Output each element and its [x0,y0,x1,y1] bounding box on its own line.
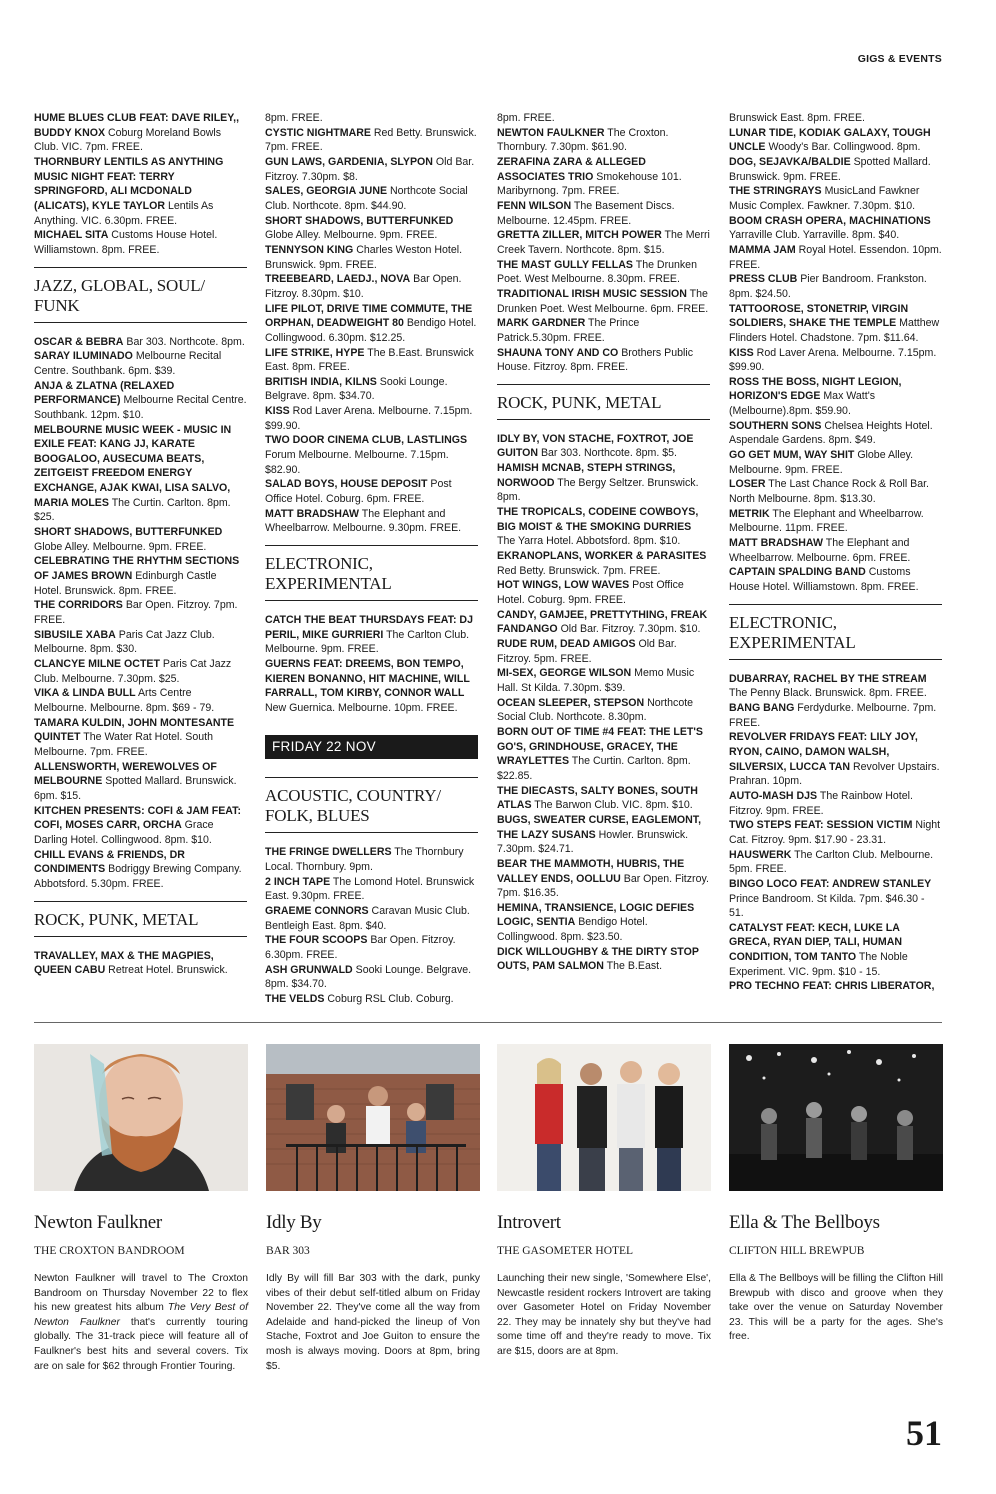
gig-details: The Last Chance Rock & Roll Bar. North Melbourne. 8pm. $13.30. [729,478,929,506]
gig-listing [729,448,942,477]
gig-listing [497,666,710,695]
act-names: THE FRINGE DWELLERS [265,846,392,859]
act-names: PRO TECHNO FEAT: CHRIS LIBERATOR, [729,980,935,993]
act-names: IDLY BY, VON STACHE, FOXTROT, JOE GUITON [497,432,694,460]
gig-listing [265,111,478,126]
act-names: CATCH THE BEAT THURSDAYS FEAT: DJ PERIL, MIKE GURRIERI [265,614,473,641]
gig-details: Pier Bandroom. Frankston. 8pm. $24.50. [729,273,927,300]
gig-listing [497,901,710,945]
act-names: CHILL EVANS & FRIENDS, DR CONDIMENTS [34,848,185,876]
gig-details: The Penny Black. Brunswick. 8pm. FREE. [729,687,927,700]
gig-details: Globe Alley. Melbourne. 9pm. FREE. [34,540,207,553]
act-names: THE TROPICALS, CODEINE COWBOYS, BIG MOIST & THE SMOKING DURRIES [497,506,699,533]
gig-listing [729,536,942,565]
act-names: LUNAR TIDE, KODIAK GALAXY, TOUGH UNCLE [729,126,931,154]
act-names: LOSER [729,478,766,491]
gig-details: Lentils As Anything. VIC. 6.30pm. FREE. [34,199,214,227]
act-names: KISS [729,346,754,359]
act-names: THE MAST GULLY FELLAS [497,258,633,271]
gig-listing [265,904,478,933]
gig-listing [497,346,710,375]
gig-listing [265,875,478,904]
gig-details: Coburg Moreland Bowls Club. VIC. 7pm. FREE. [34,126,222,154]
gig-details: Royal Hotel. Essendon. 10pm. FREE. [729,243,942,271]
act-names: METRIK [729,507,770,520]
act-names: GRETTA ZILLER, MITCH POWER [497,229,662,242]
act-names: SIBUSILE XABA [34,628,116,641]
act-names: SHORT SHADOWS, BUTTERFUNKED [34,526,223,539]
gig-listing [497,228,710,257]
act-names: MATT BRADSHAW [265,507,359,520]
gig-listing [729,848,942,877]
act-names: OSCAR & BEBRA [34,335,124,348]
act-names: THE STRINGRAYS [729,185,822,198]
gig-details: Old Bar. Fitzroy. 7.30pm. $8. [265,155,475,183]
gig-listing [497,258,710,287]
feature-venue: BAR 303 [266,1245,310,1257]
act-names: MICHAEL SITA [34,229,109,242]
act-names: MATT BRADSHAW [729,537,823,550]
gig-listing [729,701,942,730]
gig-listing [34,716,247,760]
gig-listing [265,477,478,506]
act-names: KISS [265,405,290,418]
gig-details: The Yarra Hotel. Abbotsford. 8pm. $10. [497,535,681,548]
act-names: ASH GRUNWALD [265,963,353,976]
gig-listing [497,549,710,578]
gig-listing [497,126,710,155]
feature-title: Introvert [497,1212,561,1233]
gig-listing [729,921,942,980]
act-names: BEAR THE MAMMOTH, HUBRIS, THE VALLEY ENDS, OOLLUU [497,857,685,885]
feature-blurb: Idly By will fill Bar 303 with the dark, punky vibes of their debut self-titled album on Friday November 22. They've come all the way from Adelaide and hand-picked the lineup of Von Stache, Foxtrot and Joe Guiton to ensure the mosh is always moving. Doors at 8pm, bring $5. [266,1273,480,1372]
act-names: CATALYST FEAT: KECH, LUKE LA GRECA, RYAN DIEP, TALI, HUMAN CONDITION, TOM TANTO [729,921,903,964]
act-names: ROSS THE BOSS, NIGHT LEGION, HORIZON'S EDGE [729,375,902,403]
gig-listing [729,565,942,594]
act-names: TREEBEARD, LAEDJ., NOVA [265,273,411,286]
gig-listing [497,111,710,126]
feature-blurb: Newton Faulkner will travel to The Croxton Bandroom on Thursday November 22 to flex his new greatest hits album The Very Best of Newton Faulkner that's currently touring globally. The 31-track piece will feature all of Faulkner's best hits and several covers. Tix are on sale for $62 through Frontier Touring. [34,1273,248,1372]
act-names: HUME BLUES CLUB FEAT: DAVE RILEY,, BUDDY KNOX [34,112,240,139]
listing-column-4 [729,111,942,994]
act-names: ZERAFINA ZARA & ALLEGED ASSOCIATES TRIO [497,155,646,183]
act-names: FENN WILSON [497,199,572,212]
gig-details: The Drunken Poet. West Melbourne. 8.30pm. FREE. [497,258,697,286]
gig-details: Chelsea Heights Hotel. Aspendale Gardens. 8pm. $49. [729,419,933,447]
gig-listing [729,272,942,301]
gig-listing [34,228,247,257]
gig-listing [729,126,942,155]
gig-listing [265,433,478,477]
gig-listing [265,302,478,346]
gig-listing [729,346,942,375]
act-names: HAUSWERK [729,848,792,861]
gig-details: Prince Bandroom. St Kilda. 7pm. $46.30 - 51. [729,892,925,920]
page-number: 51 [906,1413,942,1453]
act-names: GRAEME CONNORS [265,904,369,917]
gig-details: The Merri Creek Tavern. Northcote. 8pm. $15. [497,229,710,256]
gig-details: The Barwon Club. VIC. 8pm. $10. [531,799,693,812]
gig-details: Globe Alley. Melbourne. 9pm. FREE. [729,449,914,476]
act-names: BORN OUT OF TIME #4 FEAT: THE LET'S GO'S, GRINDHOUSE, GRACEY, THE WRAYLETTES [497,725,703,768]
act-names: THE DIECASTS, SALTY BONES, SOUTH ATLAS [497,784,698,812]
category-heading: ACOUSTIC, COUNTRY/ FOLK, BLUES [265,777,478,833]
act-names: DUBARRAY, RACHEL BY THE STREAM [729,672,927,685]
gig-listing [729,730,942,789]
category-heading: ROCK, PUNK, METAL [34,901,247,937]
feature-newton-faulkner [34,1044,248,1374]
gig-listing [497,857,710,901]
gig-listing [265,214,478,243]
act-names: MARK GARDNER [497,317,586,330]
category-heading: JAZZ, GLOBAL, SOUL/ FUNK [34,267,247,323]
act-names: HEMINA, TRANSIENCE, LOGIC DEFIES LOGIC, SENTIA [497,901,695,929]
act-names: CLANCYE MILNE OCTET [34,658,160,670]
act-names: GO GET MUM, WAY SHIT [729,449,855,462]
gig-details: The Carlton Club. Melbourne. 9pm. FREE. [265,628,470,656]
gig-listing [265,933,478,962]
gig-listing [497,637,710,666]
gig-details: Northcote Social Club. Northcote. 8.30pm. [497,696,694,724]
gig-details: Sooki Lounge. Belgrave. 8pm. $34.70. [265,963,472,991]
gig-listing [265,346,478,375]
gig-details: Bodriggy Brewing Company. Abbotsford. 5.30pm. FREE. [34,863,242,890]
gig-details: The B.East. Brunswick East. 8pm. FREE. [265,346,474,374]
act-names: CYSTIC NIGHTMARE [265,126,371,139]
gig-details: Edinburgh Castle Hotel. Brunswick. 8pm. FREE. [34,570,217,597]
gig-listing [34,628,247,657]
gig-details: The B.East. [603,960,663,973]
feature-venue: CLIFTON HILL BREWPUB [729,1245,865,1257]
introvert-photo [497,1044,711,1191]
gig-details: Bar Open. Fitzroy. 7pm. FREE. [34,599,238,627]
gig-listing [497,608,710,637]
act-names: VIKA & LINDA BULL [34,687,136,700]
act-names: MI-SEX, GEORGE WILSON [497,667,632,680]
feature-idly-by [266,1044,480,1374]
gig-details: Woody's Bar. Collingwood. 8pm. [765,141,921,154]
gig-listing [34,949,247,978]
gig-listing [34,804,247,848]
gig-listing [497,578,710,607]
act-names: TAMARA KULDIN, JOHN MONTESANTE QUINTET [34,716,235,744]
gig-details: Red Betty. Brunswick. 7pm. FREE. [265,126,477,154]
gig-details: New Guernica. Melbourne. 10pm. FREE. [265,701,458,714]
act-names: DICK WILLOUGHBY & THE DIRTY STOP OUTS, PAM SALMON [497,945,699,973]
act-names: GUN LAWS, GARDENIA, SLYPON [265,155,433,168]
feature-ella-bellboys [729,1044,943,1345]
feature-title: Newton Faulkner [34,1212,162,1233]
gig-details: Old Bar. Fitzroy. 7.30pm. $10. [557,623,701,636]
act-names: KITCHEN PRESENTS: COFI & JAM FEAT: COFI, MOSES CARR, ORCHA [34,804,241,832]
gig-listing [729,979,942,994]
gig-details: The Carlton Club. Melbourne. 5pm. FREE. [729,848,934,876]
gig-details: Rod Laver Arena. Melbourne. 7.15pm. $99.90. [729,346,937,374]
gig-details: Arts Centre Melbourne. Melbourne. 8pm. $69 - 79. [34,687,215,714]
divider [34,1022,942,1023]
gig-listing [497,813,710,857]
act-names: TWO STEPS FEAT: SESSION VICTIM [729,819,913,832]
act-names: TENNYSON KING [265,243,354,256]
gig-listing [729,818,942,847]
gig-listing [34,335,247,350]
ella-bellboys-photo [729,1044,943,1191]
gig-listing [729,789,942,818]
act-names: EKRANOPLANS, WORKER & PARASITES [497,550,707,563]
gig-details: Old Bar. Fitzroy. 5pm. FREE. [497,638,677,665]
gig-listing [265,992,478,1007]
feature-title: Ella & The Bellboys [729,1212,880,1233]
act-names: AUTO-MASH DJS [729,789,818,802]
act-names: BUGS, SWEATER CURSE, EAGLEMONT, THE LAZY SUSANS [497,813,702,841]
gig-details: Retreat Hotel. Brunswick. [105,964,228,977]
gig-details: The Rainbow Hotel. Fitzroy. 9pm. FREE. [729,789,913,817]
act-names: HOT WINGS, LOW WAVES [497,579,630,592]
gig-listing [729,507,942,536]
gig-listing [34,525,247,554]
act-names: THE CORRIDORS [34,599,123,612]
section-label: GIGS & EVENTS [857,53,942,65]
gig-details: Red Betty. Brunswick. 7pm. FREE. [497,564,661,577]
gig-details: Matthew Flinders Hotel. Chadstone. 7pm. $11.64. [729,317,940,344]
gig-listing [265,845,478,874]
gig-details: Globe Alley. Melbourne. 9pm. FREE. [265,229,438,242]
gig-details: Spotted Mallard. Brunswick. 9pm. FREE. [729,155,931,183]
gig-details: Bar Open. Fitzroy. 7pm. $16.35. [497,872,709,900]
gig-listing [265,613,478,657]
act-names: MAMMA JAM [729,243,796,256]
gig-listing [265,657,478,716]
gig-details: Max Watt's (Melbourne).8pm. $59.90. [729,390,876,418]
gig-details: Brothers Public House. Fitzroy. 8pm. FREE. [497,346,694,374]
gig-listing [265,404,478,433]
gig-details: Rod Laver Arena. Melbourne. 7.15pm. $99.90. [265,405,473,432]
gig-details: 8pm. FREE. [497,112,555,124]
gig-listing [729,302,942,346]
act-names: SALES, GEORGIA JUNE [265,185,388,198]
act-names: CANDY, GAMJEE, PRETTYTHING, FREAK FANDANGO [497,608,708,636]
gig-details: The Curtin. Carlton. 8pm. $22.85. [497,755,691,782]
gig-details: Customs House Hotel. Williamstown. 8pm. FREE. [34,229,218,256]
gig-listing [265,272,478,301]
gig-details: Paris Cat Jazz Club. Melbourne. 7.30pm. $25. [34,658,232,685]
gig-listing [729,243,942,272]
feature-introvert [497,1044,711,1360]
gig-listing [729,111,942,126]
act-names: TATTOOROSE, STONETRIP, VIRGIN SOLDIERS, SHAKE THE TEMPLE [729,302,909,330]
gig-details: Yarraville Club. Yarraville. 8pm. $40. [729,229,900,242]
act-names: CELEBRATING THE RHYTHM SECTIONS OF JAMES BROWN [34,555,240,583]
feature-venue: THE GASOMETER HOTEL [497,1245,634,1257]
gig-details: MusicLand Fawkner Music Complex. Fawkner. 7.30pm. $10. [729,185,920,212]
gig-details: Customs House Hotel. Williamstown. 8pm. FREE. [729,566,919,593]
gig-details: Memo Music Hall. St Kilda. 7.30pm. $39. [497,667,695,694]
gig-listing [497,945,710,974]
gig-details: Revolver Upstairs. Prahran. 10pm. [729,760,940,788]
gig-details: Grace Darling Hotel. Collingwood. 8pm. $10. [34,819,214,846]
gig-listing [265,243,478,272]
act-names: HAMISH MCNAB, STEPH STRINGS, NORWOOD [497,462,676,489]
act-names: TRAVALLEY, MAX & THE MAGPIES, QUEEN CABU [34,949,214,977]
gig-details: The Elephant and Wheelbarrow. Melbourne. 11pm. FREE. [729,507,924,535]
gig-details: Melbourne Recital Centre. Southbank. 12pm. $10. [34,394,247,421]
feature-venue: THE CROXTON BANDROOM [34,1245,185,1257]
gig-listing [265,155,478,184]
newton-faulkner-photo [34,1044,248,1191]
gig-listing [34,155,247,228]
feature-blurb: Launching their new single, 'Somewhere Else', Newcastle resident rockers Introvert are taking over Gasometer Hotel on Friday November 22. They may be innately shy but they've had some time off and they're ready to move. Tix are $15, doors are at 8pm. [497,1273,711,1357]
act-names: REVOLVER FRIDAYS FEAT: LILY JOY, RYON, CAINO, DAMON WALSH, SILVERSIX, LUCCA TAN [729,731,918,773]
act-names: BRITISH INDIA, KILNS [265,375,377,388]
gig-details: The Noble Experiment. VIC. 9pm. $10 - 15. [729,951,908,978]
act-names: SHORT SHADOWS, BUTTERFUNKED [265,214,454,227]
act-names: NEWTON FAULKNER [497,126,605,139]
gig-details: The Bergy Seltzer. Brunswick. 8pm. [497,476,699,504]
gig-details: Bar Open. Fitzroy. 6.30pm. FREE. [265,934,456,961]
gig-listing [729,672,942,701]
gig-listing [497,287,710,316]
gig-details: The Basement Discs. Melbourne. 12.45pm. FREE. [497,199,675,227]
act-names: BANG BANG [729,701,795,714]
gig-details: Sooki Lounge. Belgrave. 8pm. $34.70. [265,375,448,403]
gig-listing [34,379,247,423]
feature-blurb: Ella & The Bellboys will be filling the Clifton Hill Brewpub with disco and groove when they take over the venue on Saturday November 23. This will be a party for the ages. She's free. [729,1273,943,1343]
gig-listing [497,432,710,461]
gig-details: The Lomond Hotel. Brunswick East. 9.30pm. FREE. [265,875,475,903]
gig-details: Bar Open. Fitzroy. 8.30pm. $10. [265,273,462,300]
gig-listing [34,349,247,378]
gig-listing [265,184,478,213]
listing-column-1 [34,111,247,978]
gig-details: Post Office Hotel. Coburg. 6pm. FREE. [265,478,452,506]
gig-details: The Curtin. Carlton. 8pm. $25. [34,496,231,524]
category-heading: ELECTRONIC, EXPERIMENTAL [265,545,478,601]
act-names: PRESS CLUB [729,273,798,286]
gig-listing [265,963,478,992]
gig-details: Post Office Hotel. Coburg. 9pm. FREE. [497,579,684,607]
act-names: SOUTHERN SONS [729,419,822,432]
act-names: LIFE PILOT, DRIVE TIME COMMUTE, THE ORPHAN, DEADWEIGHT 80 [265,302,473,330]
gig-listing [34,848,247,892]
gig-details: The Croxton. Thornbury. 7.30pm. $61.90. [497,126,669,154]
gig-listing [729,477,942,506]
act-names: MELBOURNE MUSIC WEEK - MUSIC IN EXILE FEAT: KANG JJ, KARATE BOOGALOO, AUSECUMA BEATS, ZEITGEIST FREEDOM ENERGY EXCHANGE, AJAK KWAI, LISA SALVO, MARIA MOLES [34,423,232,509]
gig-details: Ferdydurke. Melbourne. 7pm. FREE. [729,701,937,729]
gig-listing [34,423,247,526]
act-names: SHAUNA TONY AND CO [497,346,619,359]
gig-listing [497,505,710,549]
gig-listing [729,877,942,921]
gig-listing [497,461,710,505]
gig-listing [497,784,710,813]
gig-details: The Prince Patrick.5.30pm. FREE. [497,317,640,344]
gig-listing [265,126,478,155]
gig-details: Charles Weston Hotel. Brunswick. 9pm. FREE. [265,243,463,271]
act-names: CAPTAIN SPALDING BAND [729,566,866,579]
gig-listing [265,507,478,536]
gig-listing [497,316,710,345]
gig-listing [729,184,942,213]
act-names: THE FOUR SCOOPS [265,934,368,947]
act-names: LIFE STRIKE, HYPE [265,346,365,359]
act-names: ALLENSWORTH, WEREWOLVES OF MELBOURNE [34,760,217,788]
gig-details: Bar 303. Northcote. 8pm. $5. [538,447,677,460]
gig-details: The Thornbury Local. Thornbury. 9pm. [265,846,464,873]
category-heading: ELECTRONIC, EXPERIMENTAL [729,604,942,660]
gig-details: Bar 303. Northcote. 8pm. [123,335,245,348]
gig-details: Bendigo Hotel. Collingwood. 8pm. $23.50. [497,916,648,944]
gig-listing [729,375,942,419]
gig-listing [34,657,247,686]
listing-column-3 [497,111,710,974]
feature-title: Idly By [266,1212,322,1233]
act-names: OCEAN SLEEPER, STEPSON [497,696,645,709]
gig-listing [497,155,710,199]
gig-listing [497,199,710,228]
gig-listing [34,686,247,715]
act-names: 2 INCH TAPE [265,875,331,888]
act-names: TWO DOOR CINEMA CLUB, LASTLINGS [265,434,468,447]
gig-listing [729,214,942,243]
date-heading: FRIDAY 22 NOV [265,735,478,760]
gig-details: Forum Melbourne. Melbourne. 7.15pm. $82.90. [265,449,449,476]
gig-listing [729,155,942,184]
gig-details: Night Cat. Fitzroy. 9pm. $17.90 - 23.31. [729,819,941,846]
idly-by-photo [266,1044,480,1191]
gig-details: 8pm. FREE. [265,112,323,124]
act-names: SALAD BOYS, HOUSE DEPOSIT [265,478,428,491]
gig-details: Spotted Mallard. Brunswick. 6pm. $15. [34,775,237,802]
gig-listing [497,696,710,725]
gig-details: Bendigo Hotel. Collingwood. 6.30pm. $12.25. [265,317,477,344]
gig-listing [34,554,247,598]
gig-details: Northcote Social Club. Northcote. 8pm. $44.90. [265,185,468,212]
act-names: BINGO LOCO FEAT: ANDREW STANLEY [729,877,932,890]
gig-listing [265,375,478,404]
gig-details: Paris Cat Jazz Club. Melbourne. 8pm. $30. [34,628,215,656]
gig-details: The Water Rat Hotel. South Melbourne. 7pm. FREE. [34,731,213,758]
gig-details: Caravan Music Club. Bentleigh East. 8pm. $40. [265,904,470,932]
gig-listing [34,760,247,804]
act-names: BOOM CRASH OPERA, MACHINATIONS [729,214,931,227]
listing-column-2 [265,111,478,1007]
gig-details: The Elephant and Wheelbarrow. Melbourne. 6pm. FREE. [729,537,911,564]
act-names: GUERNS FEAT: DREEMS, BON TEMPO, KIEREN BONANNO, HIT MACHINE, WILL FARRALL, TOM KIRBY, CONNOR WALL [265,658,470,700]
gig-details: Smokehouse 101. Maribyrnong. 7pm. FREE. [497,170,682,198]
gig-details: Brunswick East. 8pm. FREE. [729,112,865,124]
act-names: TRADITIONAL IRISH MUSIC SESSION [497,287,687,300]
category-heading: ROCK, PUNK, METAL [497,384,710,420]
act-names: SARAY ILUMINADO [34,350,133,363]
gig-listing [34,111,247,155]
gig-listing [497,725,710,784]
act-names: DOG, SEJAVKA/BALDIE [729,155,851,168]
gig-details: The Drunken Poet. West Melbourne. 6pm. FREE. [497,287,709,315]
act-names: RUDE RUM, DEAD AMIGOS [497,638,636,650]
gig-details: The Elephant and Wheelbarrow. Melbourne. 9.30pm. FREE. [265,507,462,535]
gig-details: Coburg RSL Club. Coburg. [324,992,454,1005]
act-names: THORNBURY LENTILS AS ANYTHING MUSIC NIGHT FEAT: TERRY SPRINGFORD, ALI MCDONALD (ALICATS), KYLE TAYLOR [34,155,224,212]
gig-details: Howler. Brunswick. 7.30pm. $24.71. [497,828,689,856]
gig-details: Melbourne Recital Centre. Southbank. 6pm. $39. [34,350,222,377]
act-names: ANJA & ZLATNA (RELAXED PERFORMANCE) [34,379,175,407]
act-names: THE VELDS [265,992,325,1005]
gig-listing [34,598,247,627]
gig-listing [729,419,942,448]
